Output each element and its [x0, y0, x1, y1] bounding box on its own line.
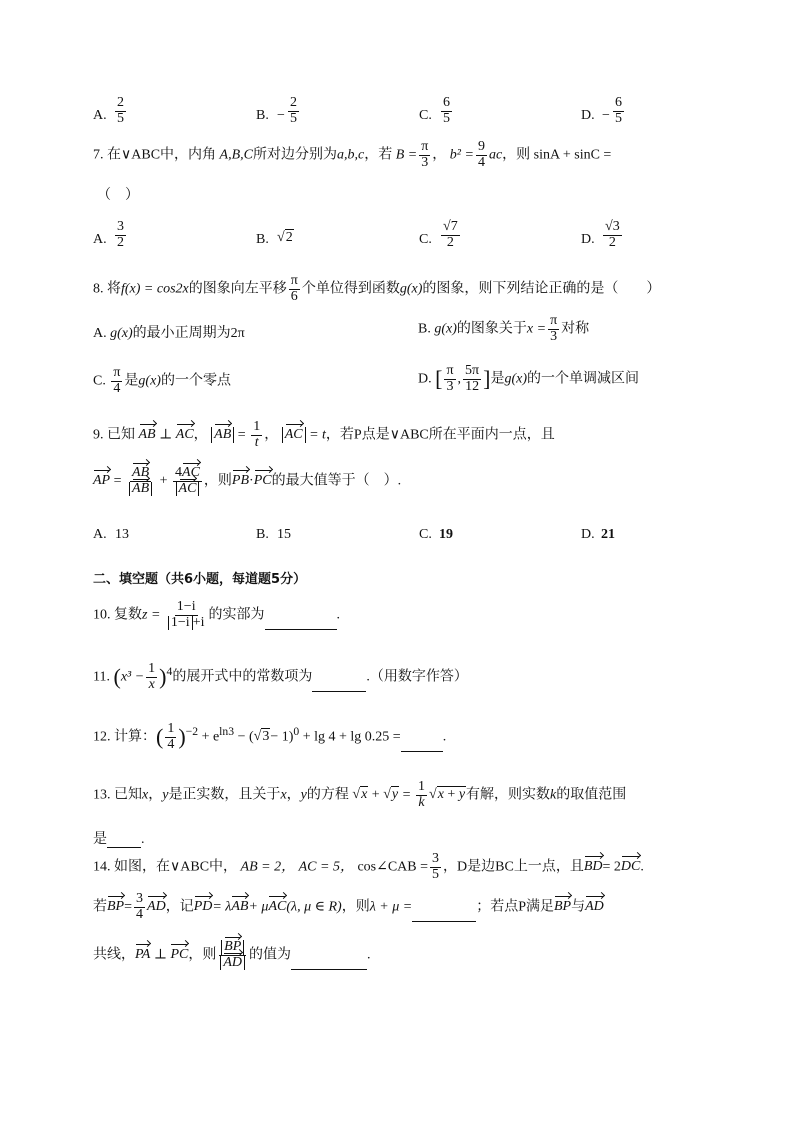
- q6-option-c-label: C.: [419, 108, 432, 123]
- q7-number: 7.: [93, 147, 104, 163]
- q11-frac: $\frac{1}{x}$: [148, 661, 156, 692]
- q13-frac: $\frac{1}{k}$: [418, 779, 425, 810]
- q9-option-b-label: B.: [256, 527, 269, 542]
- q9-option-b-value: 15: [277, 527, 291, 542]
- q12-exp2: ln3: [219, 724, 235, 738]
- q8-text3: 个单位得到函数: [301, 281, 400, 297]
- q8-option-b-frac: $\frac{\pi}{3}$: [550, 313, 558, 344]
- q14-line3-text: 共线，: [93, 947, 135, 963]
- q14-vec-pd: PD: [193, 899, 213, 915]
- q7-target: sinA + sinC =: [533, 147, 612, 163]
- q12-term4: − 1): [270, 729, 294, 745]
- q14-text2: ，D是边BC上一点，且: [443, 859, 584, 875]
- q13-text4: 有解，则实数: [466, 787, 551, 803]
- q6-options-row: [93, 96, 733, 136]
- q14-text7: ，则: [188, 947, 217, 963]
- q12-term5: + lg 4 + lg 0.25 =: [302, 729, 401, 745]
- q9-abs-frac: $\frac{1}{t}$: [253, 419, 261, 450]
- q6-option-b-sign: −: [277, 108, 285, 123]
- q7-option-c-label: C.: [419, 232, 432, 247]
- q8-option-b-gx: g(x): [434, 321, 457, 337]
- q12-end: .: [442, 729, 447, 745]
- q9-term2: $\frac{4AC}{AC}$: [175, 465, 200, 496]
- q8-option-d-text2: 的一个单调减区间: [526, 371, 639, 387]
- q13-text5: 的取值范围: [556, 787, 627, 803]
- q6-option-b-label: B.: [256, 108, 269, 123]
- q9-perp: ⊥: [159, 427, 173, 443]
- q9-number: 9.: [93, 427, 104, 443]
- q14-vec-pa: PA: [135, 947, 151, 963]
- q14-range: (λ, μ ∈ R): [286, 899, 342, 915]
- q14-text5: ；若点P满足: [476, 899, 554, 915]
- q8-option-b: [418, 314, 589, 344]
- q13-text3: 的方程: [306, 787, 349, 803]
- q10-number: 10.: [93, 607, 111, 623]
- q10-end: .: [336, 607, 340, 623]
- q9-line2: AP = $\frac{AB}{AB}$ + $\frac{4AC}{AC}$ ，则PB·PC的最大值等于（ ）.: [93, 465, 402, 496]
- q9-option-c-value: 19: [439, 527, 453, 542]
- q9-vec-pc: PC: [253, 473, 272, 489]
- q8-option-d-frac2: $\frac{5\pi}{12}$: [465, 363, 480, 394]
- q14-end: .: [367, 947, 371, 963]
- q7-text2: 所对边分别为: [253, 147, 337, 163]
- q10-lhs: z =: [142, 607, 161, 623]
- q14-eq: =: [124, 899, 133, 915]
- q7-option-b-value: √2: [277, 230, 293, 245]
- q12-exp3: 0: [293, 724, 300, 738]
- q8-option-d-gx: g(x): [504, 371, 527, 387]
- q12-text1: 计算：: [114, 729, 156, 745]
- q9-vec-ap: AP: [93, 473, 111, 489]
- question-14: 14. 如图，在∨ABC中， AB = 2， AC = 5， cos∠CAB = $\frac{3}{5}$ ，D是边BC上一点，且BD= 2DC.: [93, 851, 644, 882]
- q14-eq2: = 2: [602, 859, 621, 875]
- q7-cond1-lhs: B =: [395, 147, 418, 163]
- q8-option-a-gx: g(x): [110, 326, 133, 341]
- q8-option-c: [93, 366, 231, 396]
- q13-answer-blank[interactable]: [107, 847, 141, 848]
- q14-text6: 与: [571, 899, 586, 915]
- q14-line2-ruo: 若: [93, 899, 107, 915]
- q8-option-c-frac: $\frac{\pi}{4}$: [113, 365, 121, 396]
- q6-option-d-value: $\frac{6}{5}$: [615, 95, 622, 126]
- question-10: [93, 600, 340, 630]
- q14-vec-ad: AD: [147, 899, 166, 915]
- q11-text2: .（用数字作答）: [366, 669, 468, 685]
- q7-cond2-lhs: b² =: [449, 147, 474, 163]
- q6-option-c-value: $\frac{6}{5}$: [443, 95, 450, 126]
- q14-text1: 如图，在∨ABC中，: [114, 859, 238, 875]
- q9-vec-ab: AB: [138, 427, 156, 443]
- q11-expr: x³ −: [120, 669, 145, 685]
- q9-option-d-label: D.: [581, 527, 595, 542]
- q7-paren: （ ）: [97, 188, 139, 203]
- q13-x: x: [142, 787, 149, 803]
- q9-text3: ，则: [203, 473, 232, 489]
- q10-text2: 的实部为: [208, 607, 265, 623]
- q7-sides: a,b,c: [337, 147, 365, 163]
- q12-sqrt: √3: [253, 729, 270, 745]
- q8-text2: 的图象向左平移: [188, 281, 287, 297]
- q9-vec-pb: PB: [231, 473, 250, 489]
- q14-vec-ab: AB: [231, 899, 249, 915]
- q14-vec-pc: PC: [170, 947, 189, 963]
- q14-number: 14.: [93, 859, 111, 875]
- q9-option-a-value: 13: [115, 527, 129, 542]
- q9-vec-ac: AC: [175, 427, 194, 443]
- q14-cos-frac: $\frac{3}{5}$: [432, 851, 440, 882]
- q14-vec-ac: AC: [268, 899, 287, 915]
- q6-option-d-sign: −: [602, 108, 610, 123]
- q14-cos: cos∠CAB =: [357, 859, 429, 875]
- q9-term1: $\frac{AB}{AB}$: [127, 466, 154, 496]
- q9-abs-ac: AC: [282, 427, 306, 443]
- q14-text4: ，则: [341, 899, 370, 915]
- q13-line2: [93, 828, 145, 848]
- q12-exp1: −2: [185, 724, 199, 738]
- q8-option-a-label: A.: [93, 326, 107, 341]
- q7-cond2-rhs: ac: [488, 147, 503, 163]
- q12-frac: $\frac{1}{4}$: [167, 721, 175, 752]
- q14-mu: + μ: [248, 899, 269, 915]
- q8-fx: f(x) = cos2x: [121, 281, 189, 297]
- q8-option-a-text: 的最小正周期为2π: [132, 326, 245, 341]
- q7-cond2-frac: $\frac{9}{4}$: [477, 139, 485, 170]
- q10-text1: 复数: [114, 607, 142, 623]
- q9-options-row: [93, 527, 733, 547]
- q7-option-c-value: $\frac{√7}{2}$: [443, 219, 458, 250]
- q7-option-d-value: $\frac{√3}{2}$: [605, 219, 620, 250]
- q12-number: 12.: [93, 729, 111, 745]
- q14-line2: 若BP= $\frac{3}{4}$ AD，记PD= λAB+ μAC(λ, μ ∈ R)，则λ + μ = ；若点P满足BP与AD: [93, 891, 604, 922]
- question-7: 7. 在∨ABC中，内角 A,B,C所对边分别为a,b,c，若 B = $\frac{\pi}{3}$ ， b² = $\frac{9}{4}$ ac，则 sinA + sinC =: [93, 139, 612, 170]
- question-11: 11. (x³ − $\frac{1}{x}$ )$^4$的展开式中的常数项为 .（用数字作答）: [93, 661, 468, 692]
- q9-option-c-label: C.: [419, 527, 432, 542]
- question-13: 13. 已知x，y是正实数，且关于x，y的方程 √x + √y = $\frac{1}{k}$ √x + y有解，则实数k的取值范围: [93, 779, 627, 810]
- q14-lam: = λ: [212, 899, 232, 915]
- q8-option-d-text1: 是: [490, 371, 505, 387]
- q6-option-a-label: A.: [93, 108, 107, 123]
- q8-option-c-text2: 的一个零点: [160, 373, 231, 389]
- q13-line2-text: 是: [93, 832, 107, 847]
- q10-answer-blank[interactable]: [265, 629, 337, 630]
- q8-text1: 将: [107, 281, 121, 297]
- q9-eq-t: = t: [309, 427, 326, 443]
- q11-answer-blank[interactable]: [312, 691, 366, 692]
- q14-vec-bp: BP: [107, 899, 125, 915]
- q14-ac-eq: AC = 5，: [298, 859, 354, 875]
- q11-text1: 的展开式中的常数项为: [172, 669, 313, 685]
- q8-option-b-x: x =: [526, 321, 547, 337]
- question-12: 12. 计算：( $\frac{1}{4}$ )$^{-2} + e^{ln3} - (√3- 1)^0 + \lg 4 + \lg 0.25$ = .: [93, 721, 447, 752]
- q13-sep: ，: [148, 787, 163, 803]
- q8-number: 8.: [93, 281, 104, 297]
- q7-option-a-label: A.: [93, 232, 107, 247]
- q14-ab-eq: AB = 2，: [240, 859, 296, 875]
- q12-term3: − (: [237, 729, 254, 745]
- q8-option-c-gx: g(x): [138, 373, 161, 389]
- q13-number: 13.: [93, 787, 111, 803]
- question-8: [93, 274, 660, 304]
- q6-option-b-value: $\frac{2}{5}$: [290, 95, 297, 126]
- q7-cond1-frac: $\frac{\pi}{3}$: [421, 139, 429, 170]
- q8-gx: g(x): [399, 281, 423, 297]
- q8-option-d-frac1: $\frac{\pi}{3}$: [446, 363, 454, 394]
- q14-text3: ，记: [165, 899, 194, 915]
- q8-option-b-label: B.: [418, 321, 431, 337]
- q14-answer-blank-2[interactable]: [291, 969, 367, 970]
- q8-option-d: D. [ $\frac{\pi}{3}$ , $\frac{5\pi}{12}$ ]是g(x)的一个单调减区间: [418, 363, 639, 394]
- q13-text2: 是正实数，且关于: [168, 787, 281, 803]
- q8-option-d-label: D.: [418, 371, 432, 387]
- q9-option-a-label: A.: [93, 527, 107, 542]
- q13-end: .: [141, 832, 145, 847]
- q7-text4: ，则: [502, 147, 531, 163]
- q8-option-c-text1: 是: [124, 373, 139, 389]
- q9-text4: 的最大值等于（ ）.: [271, 473, 402, 489]
- q8-text4: 的图象，则下列结论正确的是（ ）: [422, 281, 661, 297]
- q14-vec-dc: DC: [620, 859, 641, 875]
- q7-option-b-label: B.: [256, 232, 269, 247]
- question-9: 9. 已知 AB ⊥ AC， AB = $\frac{1}{t}$ ， AC = t，若P点是∨ABC所在平面内一点，且: [93, 419, 555, 450]
- q13-text1: 已知: [114, 787, 142, 803]
- q14-answer-blank-1[interactable]: [412, 921, 476, 922]
- section-2-heading: 二、填空题（共6小题，每道题5分）: [93, 572, 307, 587]
- q14-ratio: $\frac{BP}{AD}$: [218, 940, 247, 970]
- q13-y: y: [162, 787, 169, 803]
- q14-sum: λ + μ =: [369, 899, 413, 915]
- q11-exp: 4: [166, 664, 173, 678]
- q7-angles: A,B,C: [219, 147, 253, 163]
- q7-text3: ，若: [364, 147, 393, 163]
- q8-option-b-text2: 对称: [561, 321, 590, 337]
- q14-line3: 共线，PA ⊥ PC，则 $\frac{BP}{AD}$ 的值为 .: [93, 939, 371, 970]
- q7-text1: 在∨ABC中，内角: [107, 147, 217, 163]
- q8-option-c-label: C.: [93, 373, 106, 389]
- q13-k: k: [550, 787, 557, 803]
- q12-term2: + e: [201, 729, 220, 745]
- q6-option-d-label: D.: [581, 108, 595, 123]
- q8-shift: $\frac{\pi}{6}$: [290, 273, 298, 304]
- q6-option-a-value: $\frac{2}{5}$: [117, 95, 124, 126]
- q14-text8: 的值为: [249, 947, 292, 963]
- q12-answer-blank[interactable]: [401, 751, 443, 752]
- q14-vec-bd: BD: [583, 859, 603, 875]
- q8-option-b-text1: 的图象关于: [456, 321, 527, 337]
- q9-option-d-value: 21: [601, 527, 615, 542]
- q7-option-a-value: $\frac{3}{2}$: [117, 219, 124, 250]
- q8-option-a: [93, 322, 245, 342]
- q7-options-row: [93, 220, 733, 262]
- q7-option-d-label: D.: [581, 232, 595, 247]
- q9-text2: ，若P点是∨ABC所在平面内一点，且: [325, 427, 555, 443]
- q14-frac: $\frac{3}{4}$: [136, 891, 144, 922]
- q9-abs-ab: AB: [211, 427, 234, 443]
- q9-text1: 已知: [107, 427, 135, 443]
- q11-number: 11.: [93, 669, 110, 685]
- q10-frac: $\frac{1-i}{1-i +i}$: [166, 600, 207, 630]
